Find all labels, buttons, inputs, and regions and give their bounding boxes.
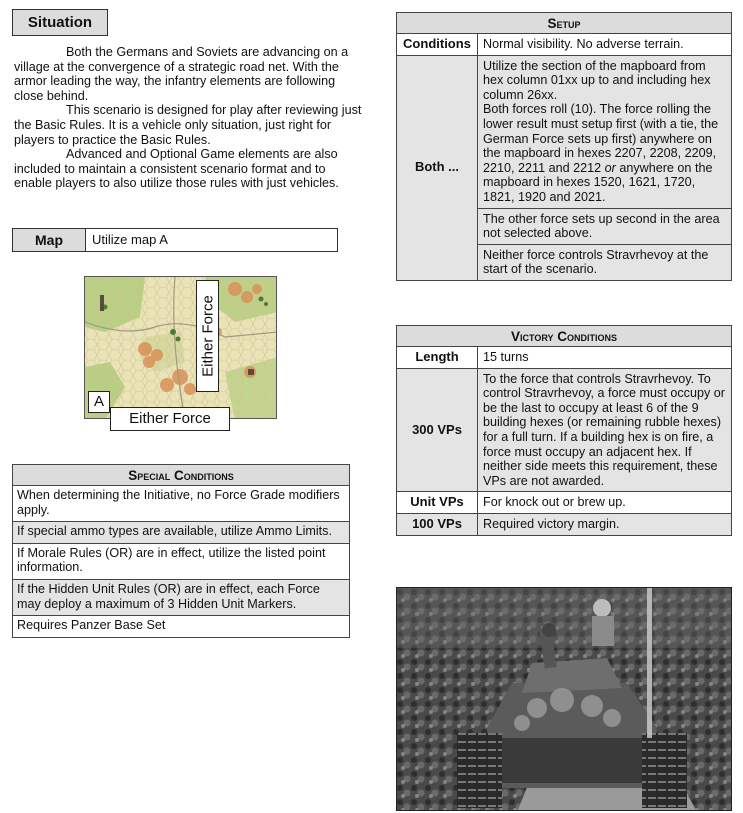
setup-both-text-3: anywhere on the mapboard in hexes 1520, 1621, 1720, 1821, 1920 and 2021. (483, 160, 713, 204)
map-a-label: A (88, 391, 110, 413)
map-value: Utilize map A (92, 232, 168, 247)
special-condition-1: When determining the Initiative, no Force Grade modifiers apply. (13, 486, 350, 522)
special-condition-4: If the Hidden Unit Rules (OR) are in effect, each Force may deploy a maximum of 3 Hidden Unit Markers. (13, 579, 350, 615)
either-force-vertical-text: Either Force (199, 295, 216, 377)
special-condition-2: If special ammo types are available, utilize Ammo Limits. (13, 522, 350, 544)
victory-unit-vp-value: For knock out or brew up. (478, 492, 732, 514)
special-condition-5: Requires Panzer Base Set (13, 616, 350, 638)
tank-photo (396, 587, 732, 811)
special-condition-3: If Morale Rules (OR) are in effect, utilize the listed point information. (13, 543, 350, 579)
setup-both-label: Both ... (397, 55, 478, 280)
victory-300vp-label: 300 VPs (397, 368, 478, 492)
map-label: Map (13, 229, 86, 251)
victory-length-label: Length (397, 347, 478, 369)
situation-heading: Situation (12, 9, 108, 36)
setup-conditions-label: Conditions (397, 34, 478, 56)
special-conditions-table (12, 464, 350, 638)
setup-other-force: The other force sets up second in the area not selected above. (478, 208, 732, 244)
situation-text (14, 45, 366, 191)
victory-length-value: 15 turns (478, 347, 732, 369)
situation-paragraph-1: Both the Germans and Soviets are advancing on a village at the convergence of a strategic road net. With the armor leading the way, the infantry elements are following close behind. (14, 45, 349, 103)
victory-300vp-value: To the force that controls Stravrhevoy. To control Stravrhevoy, a force must occupy or be the last to occupy at least 6 of the 9 building hexes (or remaining rubble hexes) for a full turn. If a building hex is on fire, a force must occupy an adjacent hex. If neither side meets this requirement, these VPs are not awarded. (478, 368, 732, 492)
setup-both-text-2: Both forces roll (10). The force rolling the lower result must setup first (with a tie, the German Force sets up first) anywhere on the mapboard in hexes 2207, 2208, 2209, 2210, 2211 and 2212 (483, 102, 719, 175)
either-force-vertical-label (196, 280, 219, 392)
either-force-horizontal-label: Either Force (110, 407, 230, 431)
setup-neither-force: Neither force controls Stravrhevoy at the start of the scenario. (478, 244, 732, 280)
victory-unit-vp-label: Unit VPs (397, 492, 478, 514)
victory-100vp-label: 100 VPs (397, 513, 478, 535)
setup-both-text-1: Utilize the section of the mapboard from hex column 01xx up to and including hex column 26xx. (483, 58, 711, 102)
situation-paragraph-2: This scenario is designed for play after reviewing just the Basic Rules. It is a vehicle only situation, just right for players to practice the Basic Rules. (14, 103, 362, 147)
map-row (12, 228, 338, 252)
special-conditions-heading: Special Conditions (13, 465, 350, 486)
situation-paragraph-3: Advanced and Optional Game elements are also included to maintain a consistent scenario format and to enable players to also utilize those rules with just vehicles. (14, 147, 339, 191)
victory-100vp-value: Required victory margin. (478, 513, 732, 535)
setup-table (396, 12, 732, 281)
map-artwork (85, 277, 277, 419)
setup-conditions-value: Normal visibility. No adverse terrain. (478, 34, 732, 56)
tank-photo-image (397, 588, 732, 811)
victory-heading: Victory Conditions (397, 326, 732, 347)
setup-both-text (478, 55, 732, 208)
setup-both-or: or (604, 160, 616, 175)
setup-heading: Setup (397, 13, 732, 34)
victory-conditions-table (396, 325, 732, 536)
map-thumbnail (84, 276, 277, 419)
